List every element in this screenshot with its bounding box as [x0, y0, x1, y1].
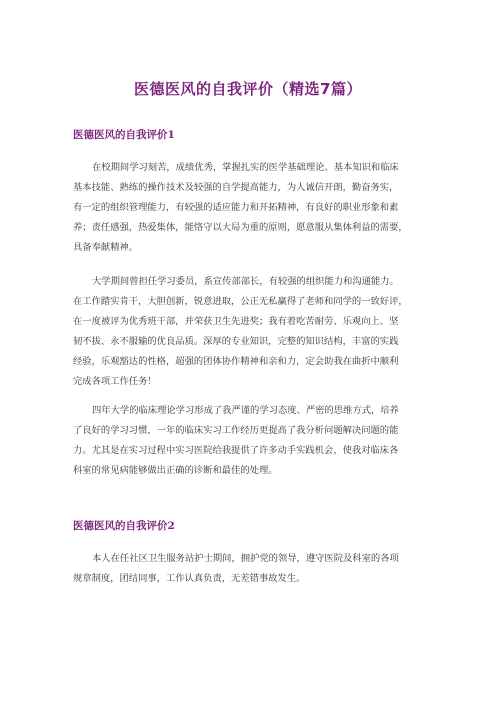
text-line: 有一定的组织管理能力，有较强的适应能力和开拓精神，有良好的职业形象和素 [73, 202, 399, 213]
text-line: 了良好的学习习惯，一年的临床实习工作经历更提高了我分析问题解决问题的能 [73, 425, 399, 436]
text-line: 经验，乐观豁达的性格，超强的团体协作精神和亲和力，定会助我在曲折中顺利 [73, 356, 399, 367]
section-heading-1: 医德医风的自我评价1 [73, 129, 175, 141]
section-1-paragraph-2 [73, 272, 423, 392]
section-heading-2: 医德医风的自我评价2 [73, 520, 175, 532]
section-1-paragraph-1 [73, 158, 423, 258]
text-line: 韧不拔、永不服输的优良品质。深厚的专业知识，完整的知识结构，丰富的实践 [73, 336, 399, 347]
text-line: 基本技能、熟练的操作技术及较强的自学提高能力，为人诚信开朗，勤奋务实， [73, 182, 399, 193]
text-line: 科室的常见病能够做出正确的诊断和最佳的处理。 [73, 465, 278, 476]
text-line: 大学期间曾担任学习委员，系宣传部部长，有较强的组织能力和沟通能力。 [92, 276, 399, 287]
text-line: 具备奉献精神。 [73, 242, 139, 253]
text-line: 在校期间学习刻苦，成绩优秀，掌握扎实的医学基础理论、基本知识和临床 [92, 162, 399, 173]
section-2-paragraph-1 [73, 549, 423, 589]
text-line: 完成各项工作任务！ [73, 376, 157, 387]
text-line: 养；责任感强，热爱集体，能恪守以大局为重的原则，愿意服从集体利益的需要， [73, 222, 408, 233]
text-line: 在一度被评为优秀班干部，并荣获卫生先进奖；我有着吃苦耐劳、乐观向上、坚 [73, 316, 399, 327]
text-line: 本人在任社区卫生服务站护士期间，拥护党的领导，遵守医院及科室的各项 [92, 553, 399, 564]
text-line: 规章制度，团结同事，工作认真负责，无差错事故发生。 [73, 573, 306, 584]
text-line: 力。尤其是在实习过程中实习医院给我提供了许多动手实践机会，使我对临床各 [73, 445, 399, 456]
section-1-paragraph-3 [73, 401, 423, 481]
text-line: 在工作踏实肯干，大胆创新，锐意进取，公正无私赢得了老师和同学的一致好评， [73, 296, 408, 307]
text-line: 四年大学的临床理论学习形成了我严谨的学习态度、严密的思维方式，培养 [92, 405, 399, 416]
document-title: 医德医风的自我评价（精选7篇） [134, 80, 362, 98]
